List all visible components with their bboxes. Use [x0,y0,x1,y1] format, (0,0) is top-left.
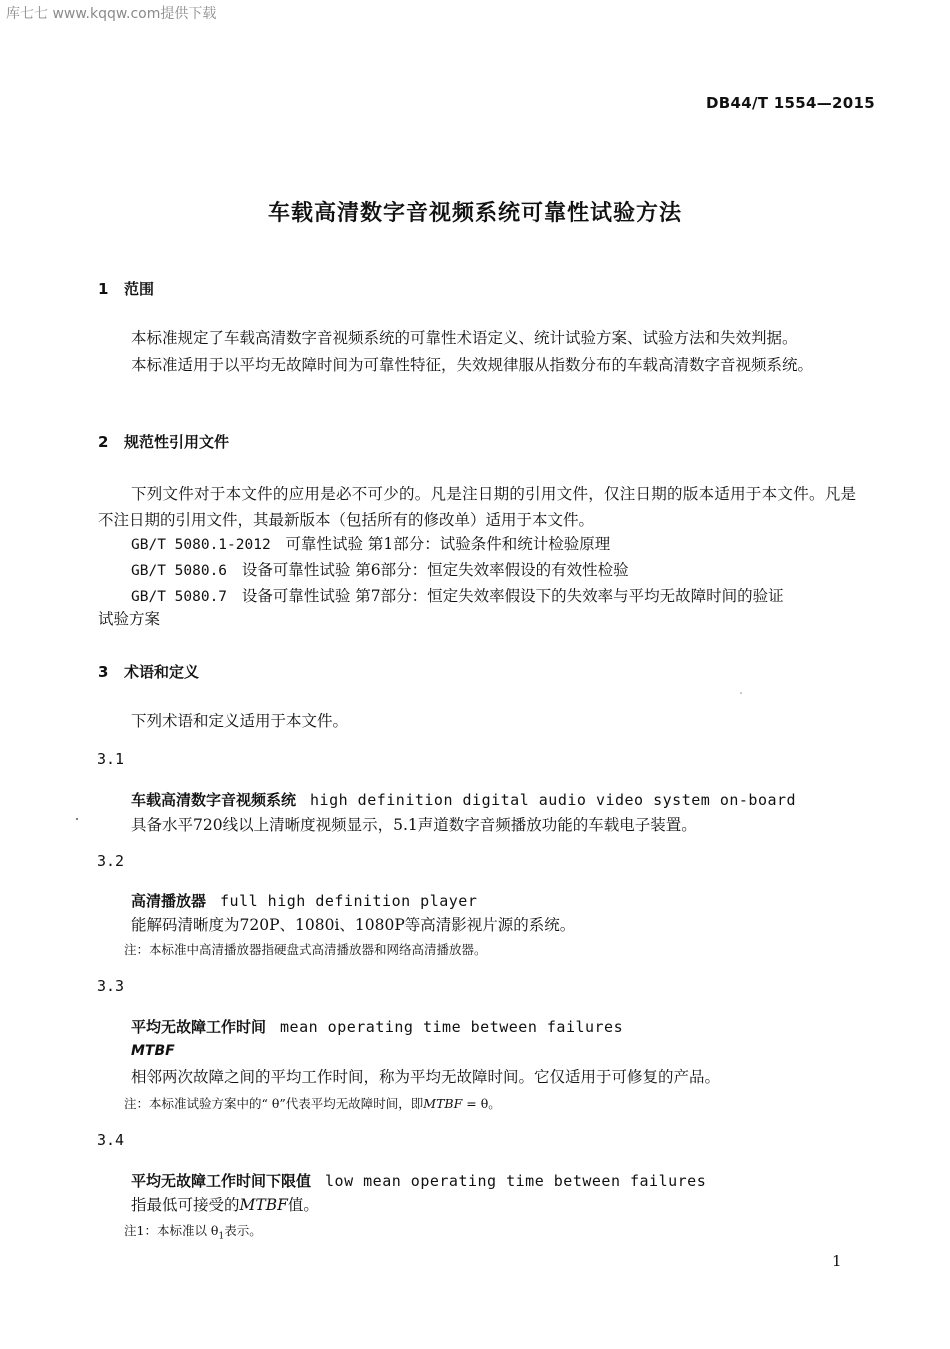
section-2-paragraph-1: 下列文件对于本文件的应用是必不可少的。凡是注日期的引用文件，仅注日期的版本适用于本文件。凡是不注日期的引用文件，其最新版本（包括所有的修改单）适用于本文件。 [98,485,856,529]
section-title: 范围 [124,280,155,298]
term-definition: 具备水平720线以上清晰度视频显示，5.1声道数字音频播放功能的车载电子装置。 [131,816,697,834]
term-chinese: 车载高清数字音视频系统 [131,791,297,809]
page-number: 1 [832,1252,842,1270]
term-definition [131,1192,319,1218]
term-chinese: 高清播放器 [131,892,207,910]
section-1-heading [98,278,154,299]
reference-code: GB/T 5080.7 [131,589,228,605]
scan-speck [76,818,78,820]
term-english: full high definition player [220,892,478,910]
term-chinese: 平均无故障工作时间下限值 [131,1172,312,1190]
definition-text: 指最低可接受的 [131,1196,240,1214]
section-number: 3 [98,663,109,681]
reference-2 [131,558,629,580]
term-note: 注：本标准中高清播放器指硬盘式高清播放器和网络高清播放器。 [124,942,487,957]
reference-3-continuation: 试验方案 [98,610,161,628]
section-title: 术语和定义 [124,663,200,681]
note-abbr: MTBF [423,1096,463,1111]
reference-code: GB/T 5080.1-2012 [131,537,271,553]
section-number: 2 [98,433,109,451]
term-definition: 相邻两次故障之间的平均工作时间，称为平均无故障时间。它仅适用于可修复的产品。 [131,1068,721,1086]
term-heading [131,1016,623,1037]
standard-code: DB44/T 1554—2015 [706,94,875,112]
term-english: high definition digital audio video system on-board [310,791,797,809]
term-number: 3.4 [97,1131,125,1149]
term-number: 3.2 [97,852,125,870]
reference-title: 设备可靠性试验 第6部分：恒定失效率假设的有效性检验 [241,561,629,579]
reference-title: 可靠性试验 第1部分：试验条件和统计检验原理 [285,535,611,553]
term-heading [131,1170,706,1191]
section-3-paragraph-1: 下列术语和定义适用于本文件。 [131,712,349,730]
reference-1 [131,532,610,554]
page-title: 车载高清数字音视频系统可靠性试验方法 [267,201,682,226]
term-definition: 能解码清晰度为720P、1080i、1080P等高清影视片源的系统。 [131,916,576,934]
reference-code: GB/T 5080.6 [131,563,228,579]
note-subscript: 1 [218,1231,225,1242]
term-english: mean operating time between failures [280,1018,624,1036]
note-text: 注1：本标准以 θ [124,1223,219,1238]
term-chinese: 平均无故障工作时间 [131,1018,267,1036]
section-3-heading [98,661,199,682]
section-1-paragraph-2: 本标准适用于以平均无故障时间为可靠性特征，失效规律服从指数分布的车载高清数字音视频系统。 [131,356,814,374]
term-number: 3.3 [97,977,125,995]
definition-text: 值。 [287,1196,319,1214]
section-title: 规范性引用文件 [124,433,230,451]
term-number: 3.1 [97,750,125,768]
section-number: 1 [98,280,109,298]
term-english: low mean operating time between failures [325,1172,707,1190]
term-heading [131,789,796,810]
term-heading [131,890,477,911]
reference-title: 设备可靠性试验 第7部分：恒定失效率假设下的失效率与平均无故障时间的验证 [241,587,784,605]
term-note [124,1094,501,1112]
section-1-paragraph-1: 本标准规定了车载高清数字音视频系统的可靠性术语定义、统计试验方案、试验方法和失效判据。 [131,329,798,347]
term-abbreviation: MTBF [131,1043,175,1059]
note-text: 表示。 [224,1223,262,1238]
definition-abbr: MTBF [239,1196,288,1214]
section-2-heading [98,431,229,452]
note-text: = θ。 [462,1096,501,1111]
term-note [124,1221,262,1242]
watermark: 库七七 www.kqqw.com提供下载 [6,6,217,22]
scan-speck [740,692,742,694]
note-text: 注：本标准试验方案中的“ θ”代表平均无故障时间，即 [124,1096,424,1111]
reference-3 [131,584,784,606]
